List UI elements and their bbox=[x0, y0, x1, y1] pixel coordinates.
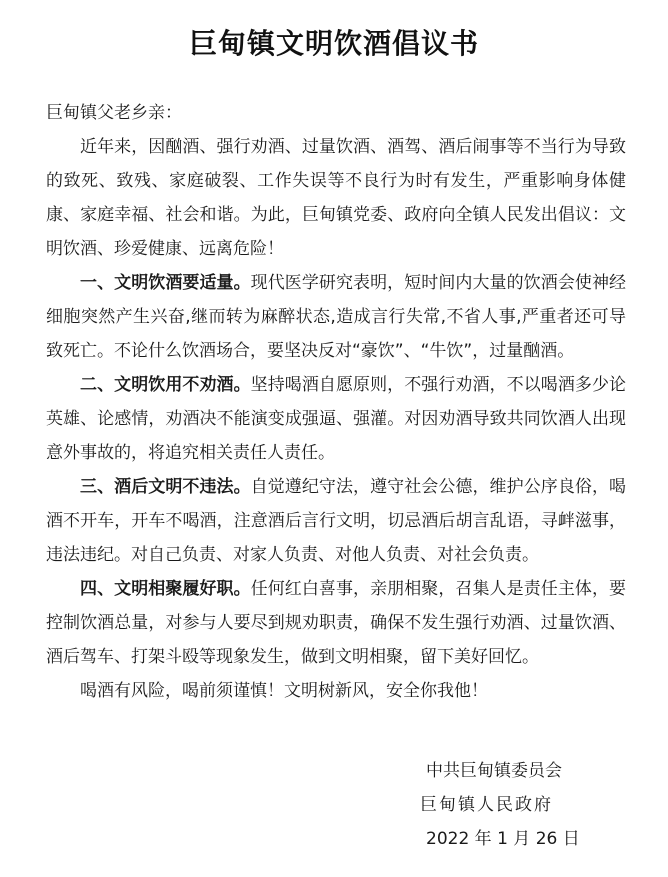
salutation: 巨甸镇父老乡亲： bbox=[46, 103, 182, 123]
point-heading-1: 一、文明饮酒要适量。 bbox=[80, 273, 251, 293]
point-paragraph-4 bbox=[46, 572, 626, 674]
point-paragraph-2 bbox=[46, 368, 626, 470]
point-heading-2: 二、文明饮用不劝酒。 bbox=[80, 375, 251, 395]
point-heading-3: 三、酒后文明不违法。 bbox=[80, 477, 251, 497]
point-text-1: 现代医学研究表明，短时间内大量的饮酒会使神经细胞突然产生兴奋,继而转为麻醉状态,造成言行失常,不省人事,严重者还可导致死亡。不论什么饮酒场合，要坚决反对“豪饮”、“牛饮”，过量酗酒。 bbox=[46, 273, 627, 361]
point-text-2: 坚持喝酒自愿原则，不强行劝酒，不以喝酒多少论英雄、论感情，劝酒决不能演变成强逼、强灌。对因劝酒导致共同饮酒人出现意外事故的，将追究相关责任人责任。 bbox=[46, 375, 627, 463]
signature-party-committee: 中共巨甸镇委员会 bbox=[426, 761, 562, 781]
document-title: 巨甸镇文明饮酒倡议书 bbox=[188, 27, 479, 60]
intro-paragraph: 近年来，因酗酒、强行劝酒、过量饮酒、酒驾、酒后闹事等不当行为导致的致死、致残、家庭破裂、工作失误等不良行为时有发生，严重影响身体健康、家庭幸福、社会和谐。为此，巨甸镇党委、政府向全镇人民发出倡议：文明饮酒、珍爱健康、远离危险！ bbox=[46, 137, 626, 259]
point-text-4: 任何红白喜事，亲朋相聚，召集人是责任主体，要控制饮酒总量，对参与人要尽到规劝职责，确保不发生强行劝酒、过量饮酒、酒后驾车、打架斗殴等现象发生，做到文明相聚，留下美好回忆。 bbox=[46, 579, 627, 667]
signature-date: 2022 年 1 月 26 日 bbox=[426, 829, 580, 849]
signature-government: 巨甸镇人民政府 bbox=[420, 795, 553, 815]
point-text-3: 自觉遵纪守法，遵守社会公德，维护公序良俗，喝酒不开车，开车不喝酒，注意酒后言行文明，切忌酒后胡言乱语，寻衅滋事，违法违纪。对自己负责、对家人负责、对他人负责、对社会负责。 bbox=[46, 477, 627, 565]
point-paragraph-1 bbox=[46, 266, 626, 368]
document-body bbox=[46, 96, 626, 708]
closing-slogan: 喝酒有风险，喝前须谨慎！文明树新风，安全你我他！ bbox=[80, 681, 488, 701]
point-paragraph-3 bbox=[46, 470, 626, 572]
point-heading-4: 四、文明相聚履好职。 bbox=[80, 579, 251, 599]
